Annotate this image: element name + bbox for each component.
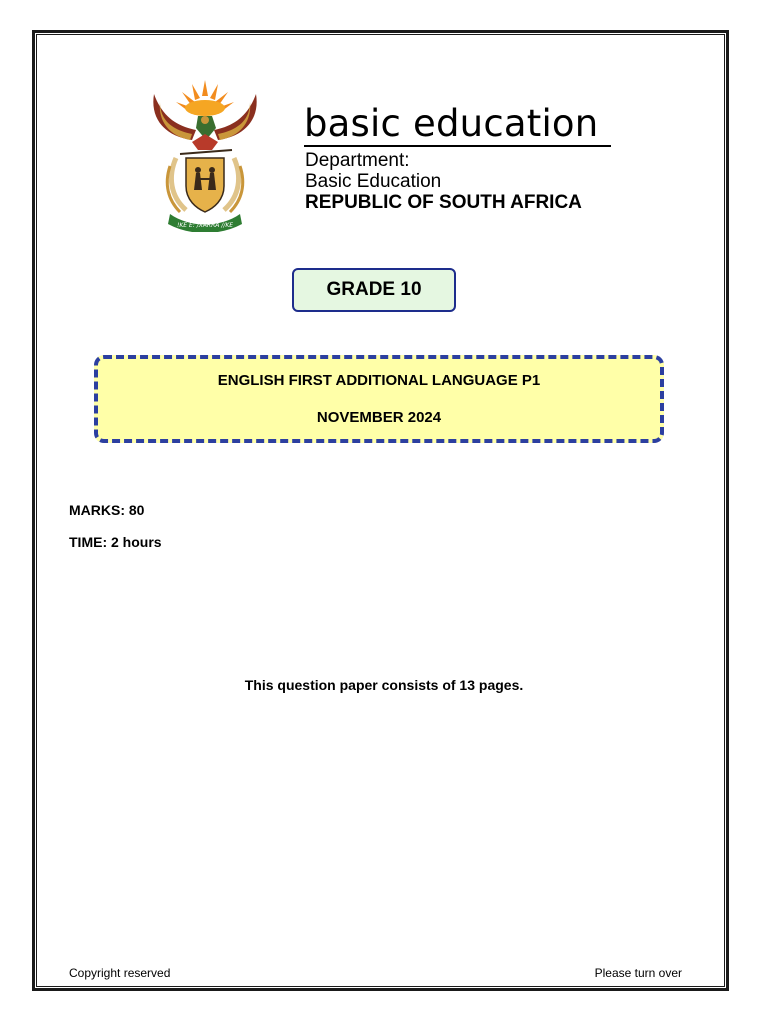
emblem-motto: !KE E: /XARRA //KE	[176, 222, 234, 229]
footer-copyright: Copyright reserved	[69, 966, 171, 980]
marks-label: MARKS: 80	[69, 502, 145, 518]
logo-wordmark: basic education	[304, 102, 599, 145]
country-name: REPUBLIC OF SOUTH AFRICA	[305, 192, 582, 213]
page-count-note: This question paper consists of 13 pages.	[244, 677, 524, 693]
footer-turn-over: Please turn over	[594, 966, 682, 980]
coat-of-arms-icon	[140, 66, 270, 232]
subject-panel	[94, 355, 664, 443]
department-label: Department:	[305, 150, 410, 171]
time-label: TIME: 2 hours	[69, 534, 162, 550]
exam-session: NOVEMBER 2024	[316, 409, 442, 426]
subject-title: ENGLISH FIRST ADDITIONAL LANGUAGE P1	[217, 372, 541, 389]
grade-label: GRADE 10	[326, 279, 422, 300]
logo-underline	[304, 145, 611, 147]
grade-badge	[292, 268, 456, 312]
department-name: Basic Education	[305, 171, 442, 192]
